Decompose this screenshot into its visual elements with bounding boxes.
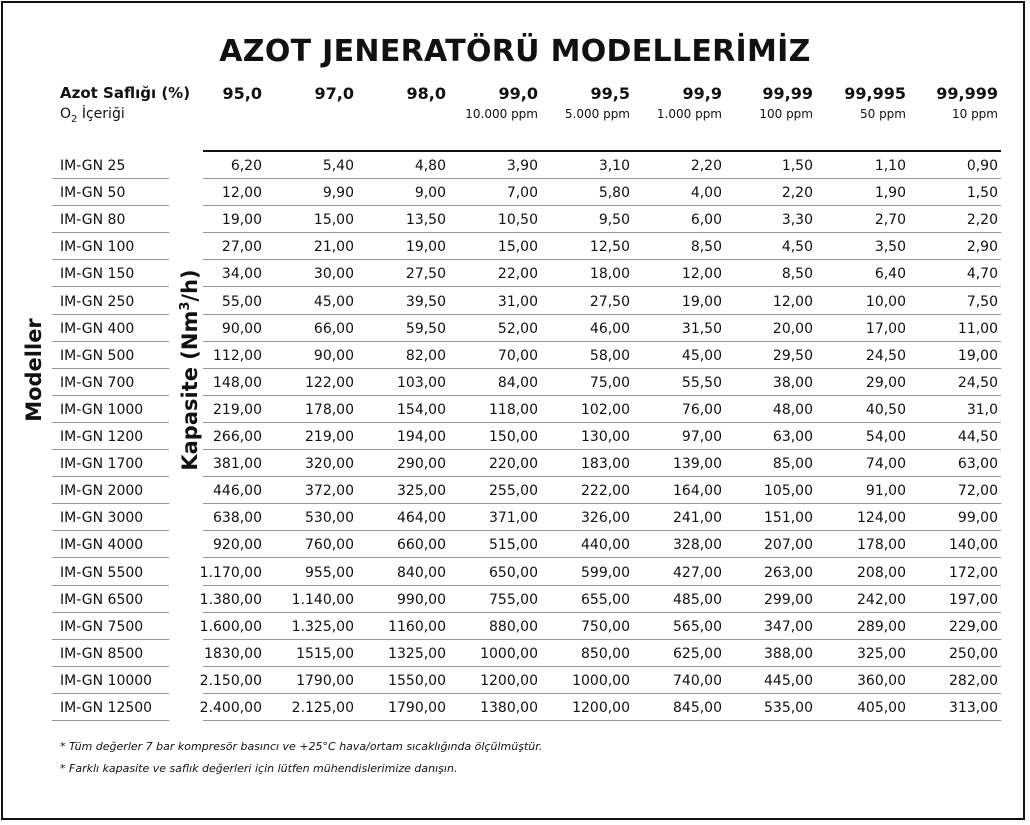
table-row <box>52 586 1001 613</box>
capacity-value: 154,00 <box>397 401 446 418</box>
capacity-value: 565,00 <box>673 618 722 635</box>
capacity-value: 11,00 <box>957 320 998 337</box>
ppm-header: 10.000 ppm <box>465 107 538 121</box>
capacity-value: 1790,00 <box>388 700 446 716</box>
capacity-value: 82,00 <box>405 347 446 364</box>
capacity-value: 45,00 <box>681 347 722 364</box>
capacity-value: 242,00 <box>857 591 906 608</box>
capacity-value: 183,00 <box>581 456 630 473</box>
capacity-value: 75,00 <box>589 374 630 391</box>
capacity-value: 1.380,00 <box>199 591 262 608</box>
capacity-value: 1790,00 <box>296 672 354 689</box>
table-row <box>52 152 1001 179</box>
table-row <box>52 315 1001 342</box>
capacity-value: 151,00 <box>764 510 813 527</box>
model-name: IM-GN 250 <box>60 293 135 310</box>
capacity-value: 52,00 <box>497 320 538 337</box>
capacity-value: 1.600,00 <box>199 618 262 635</box>
capacity-value: 220,00 <box>489 456 538 473</box>
model-name: IM-GN 4000 <box>60 537 144 554</box>
capacity-value: 299,00 <box>764 591 813 608</box>
capacity-value: 1,50 <box>781 158 813 174</box>
model-name: IM-GN 6500 <box>60 591 144 608</box>
capacity-value: 197,00 <box>949 591 998 608</box>
model-name: IM-GN 400 <box>60 320 135 337</box>
model-name: IM-GN 80 <box>60 212 126 229</box>
capacity-value: 9,50 <box>598 212 630 229</box>
capacity-value: 12,00 <box>221 185 262 202</box>
models-axis-label: Modeller <box>22 318 46 422</box>
table-row <box>52 477 1001 504</box>
model-name: IM-GN 10000 <box>60 672 153 689</box>
capacity-value: 3,90 <box>506 158 538 174</box>
capacity-value: 7,00 <box>506 185 538 202</box>
capacity-value: 6,40 <box>874 266 906 283</box>
capacity-value: 139,00 <box>673 456 722 473</box>
capacity-value: 112,00 <box>213 347 262 364</box>
capacity-value: 655,00 <box>581 591 630 608</box>
capacity-value: 150,00 <box>489 429 538 445</box>
capacity-value: 12,00 <box>681 266 722 283</box>
capacity-value: 1830,00 <box>204 645 262 662</box>
capacity-value: 21,00 <box>313 239 354 256</box>
model-name: IM-GN 1000 <box>60 401 144 418</box>
capacity-value: 54,00 <box>865 429 906 445</box>
capacity-value: 2.400,00 <box>199 700 262 716</box>
capacity-value: 750,00 <box>581 618 630 635</box>
capacity-value: 5,80 <box>598 185 630 202</box>
capacity-value: 405,00 <box>857 700 906 716</box>
capacity-value: 6,20 <box>230 158 262 174</box>
capacity-value: 72,00 <box>957 483 998 500</box>
capacity-value: 74,00 <box>865 456 906 473</box>
capacity-value: 255,00 <box>489 483 538 500</box>
capacity-value: 4,70 <box>966 266 998 283</box>
row-divider <box>203 720 1001 721</box>
capacity-value: 20,00 <box>772 320 813 337</box>
capacity-value: 97,00 <box>681 429 722 445</box>
capacity-value: 76,00 <box>681 401 722 418</box>
purity-header: 97,0 <box>314 84 354 103</box>
ppm-header: 50 ppm <box>859 107 906 121</box>
capacity-value: 530,00 <box>305 510 354 527</box>
capacity-value: 118,00 <box>489 401 538 418</box>
capacity-value: 347,00 <box>764 618 813 635</box>
capacity-value: 10,50 <box>497 212 538 229</box>
model-name: IM-GN 100 <box>60 239 135 256</box>
ppm-header: 10 ppm <box>951 107 998 121</box>
capacity-value: 34,00 <box>221 266 262 283</box>
capacity-value: 19,00 <box>405 239 446 256</box>
capacity-value: 12,50 <box>589 239 630 256</box>
capacity-value: 2.150,00 <box>199 672 262 689</box>
capacity-value: 172,00 <box>949 564 998 581</box>
capacity-value: 90,00 <box>313 347 354 364</box>
table-row <box>52 179 1001 206</box>
capacity-value: 22,00 <box>497 266 538 283</box>
capacity-value: 372,00 <box>305 483 354 500</box>
capacity-value: 320,00 <box>305 456 354 473</box>
capacity-value: 328,00 <box>673 537 722 554</box>
capacity-value: 122,00 <box>305 374 354 391</box>
capacity-value: 208,00 <box>857 564 906 581</box>
capacity-value: 7,50 <box>966 293 998 310</box>
capacity-value: 31,00 <box>497 293 538 310</box>
capacity-value: 325,00 <box>857 645 906 662</box>
capacity-value: 1.325,00 <box>291 618 354 635</box>
capacity-value: 990,00 <box>397 591 446 608</box>
capacity-value: 845,00 <box>673 700 722 716</box>
capacity-value: 464,00 <box>397 510 446 527</box>
model-name: IM-GN 12500 <box>60 700 153 716</box>
model-name: IM-GN 8500 <box>60 645 144 662</box>
capacity-value: 91,00 <box>865 483 906 500</box>
table-row <box>52 260 1001 287</box>
ppm-header: 5.000 ppm <box>564 107 630 121</box>
capacity-value: 59,50 <box>405 320 446 337</box>
capacity-value: 31,50 <box>681 320 722 337</box>
model-name: IM-GN 3000 <box>60 510 144 527</box>
capacity-value: 3,30 <box>781 212 813 229</box>
capacity-value: 46,00 <box>589 320 630 337</box>
capacity-value: 388,00 <box>764 645 813 662</box>
capacity-value: 30,00 <box>313 266 354 283</box>
capacity-value: 535,00 <box>764 700 813 716</box>
capacity-value: 660,00 <box>397 537 446 554</box>
capacity-value: 485,00 <box>673 591 722 608</box>
capacity-value: 1000,00 <box>480 645 538 662</box>
capacity-value: 241,00 <box>673 510 722 527</box>
table-row <box>52 342 1001 369</box>
capacity-value: 313,00 <box>949 700 998 716</box>
model-name: IM-GN 7500 <box>60 618 144 635</box>
capacity-value: 31,0 <box>966 401 998 418</box>
capacity-value: 638,00 <box>213 510 262 527</box>
capacity-value: 124,00 <box>857 510 906 527</box>
capacity-value: 326,00 <box>581 510 630 527</box>
model-name: IM-GN 2000 <box>60 483 144 500</box>
capacity-value: 381,00 <box>213 456 262 473</box>
capacity-value: 360,00 <box>857 672 906 689</box>
capacity-value: 371,00 <box>489 510 538 527</box>
table-row <box>52 531 1001 558</box>
model-name: IM-GN 700 <box>60 374 135 391</box>
capacity-value: 229,00 <box>949 618 998 635</box>
model-name: IM-GN 5500 <box>60 564 144 581</box>
capacity-value: 266,00 <box>213 429 262 445</box>
purity-header: 99,5 <box>590 84 630 103</box>
capacity-value: 9,00 <box>414 185 446 202</box>
purity-label: Azot Saflığı (%) <box>60 84 191 102</box>
capacity-value: 10,00 <box>865 293 906 310</box>
page-title: AZOT JENERATÖRÜ MODELLERİMİZ <box>219 34 811 69</box>
capacity-value: 24,50 <box>957 374 998 391</box>
capacity-value: 1325,00 <box>388 645 446 662</box>
capacity-value: 90,00 <box>221 320 262 337</box>
model-name: IM-GN 500 <box>60 347 135 364</box>
capacity-value: 29,00 <box>865 374 906 391</box>
capacity-value: 2,20 <box>781 185 813 202</box>
table-row <box>52 694 1001 721</box>
capacity-value: 840,00 <box>397 564 446 581</box>
capacity-value: 102,00 <box>581 401 630 418</box>
capacity-value: 599,00 <box>581 564 630 581</box>
capacity-value: 99,00 <box>957 510 998 527</box>
capacity-value: 1,90 <box>874 185 906 202</box>
row-divider <box>52 720 169 721</box>
capacity-value: 4,50 <box>781 239 813 256</box>
capacity-value: 19,00 <box>221 212 262 229</box>
model-name: IM-GN 1700 <box>60 456 144 473</box>
table-row <box>52 613 1001 640</box>
capacity-value: 24,50 <box>865 347 906 364</box>
model-name: IM-GN 150 <box>60 266 135 283</box>
capacity-value: 44,50 <box>957 429 998 445</box>
capacity-value: 194,00 <box>397 429 446 445</box>
capacity-value: 740,00 <box>673 672 722 689</box>
capacity-value: 515,00 <box>489 537 538 554</box>
capacity-value: 1200,00 <box>480 672 538 689</box>
capacity-value: 2,20 <box>690 158 722 174</box>
capacity-value: 920,00 <box>213 537 262 554</box>
capacity-value: 48,00 <box>772 401 813 418</box>
capacity-value: 282,00 <box>949 672 998 689</box>
purity-header: 99,99 <box>762 84 813 103</box>
ppm-header: 1.000 ppm <box>656 107 722 121</box>
footnote-1: * Tüm değerler 7 bar kompresör basıncı ve +25°C hava/ortam sıcaklığında ölçülmüştür. <box>60 740 543 753</box>
model-name: IM-GN 25 <box>60 158 126 174</box>
capacity-value: 1,50 <box>966 185 998 202</box>
table-row <box>52 559 1001 586</box>
table-row <box>52 206 1001 233</box>
table-row <box>52 396 1001 423</box>
capacity-value: 105,00 <box>764 483 813 500</box>
table-row <box>52 288 1001 315</box>
capacity-value: 219,00 <box>305 429 354 445</box>
capacity-value: 290,00 <box>397 456 446 473</box>
capacity-value: 27,00 <box>221 239 262 256</box>
capacity-value: 1.170,00 <box>199 564 262 581</box>
capacity-value: 63,00 <box>772 429 813 445</box>
capacity-value: 850,00 <box>581 645 630 662</box>
table-row <box>52 450 1001 477</box>
model-name: IM-GN 50 <box>60 185 126 202</box>
capacity-value: 1160,00 <box>388 618 446 635</box>
capacity-value: 29,50 <box>772 347 813 364</box>
capacity-value: 3,50 <box>874 239 906 256</box>
capacity-value: 17,00 <box>865 320 906 337</box>
capacity-value: 1.140,00 <box>291 591 354 608</box>
capacity-value: 84,00 <box>497 374 538 391</box>
capacity-value: 207,00 <box>764 537 813 554</box>
capacity-value: 13,50 <box>405 212 446 229</box>
capacity-value: 12,00 <box>772 293 813 310</box>
purity-header: 99,0 <box>498 84 538 103</box>
capacity-value: 103,00 <box>397 374 446 391</box>
purity-header: 99,9 <box>682 84 722 103</box>
capacity-value: 130,00 <box>581 429 630 445</box>
capacity-value: 325,00 <box>397 483 446 500</box>
capacity-value: 8,50 <box>781 266 813 283</box>
capacity-value: 178,00 <box>857 537 906 554</box>
capacity-value: 250,00 <box>949 645 998 662</box>
capacity-value: 55,00 <box>221 293 262 310</box>
table-row <box>52 233 1001 260</box>
capacity-value: 445,00 <box>764 672 813 689</box>
table-row <box>52 640 1001 667</box>
capacity-value: 650,00 <box>489 564 538 581</box>
capacity-value: 1515,00 <box>296 645 354 662</box>
capacity-value: 148,00 <box>213 374 262 391</box>
capacity-value: 164,00 <box>673 483 722 500</box>
capacity-value: 440,00 <box>581 537 630 554</box>
capacity-value: 45,00 <box>313 293 354 310</box>
capacity-axis-label: Kapasite (Nm$^3$/h) <box>178 269 202 471</box>
purity-header: 99,999 <box>936 84 998 103</box>
capacity-value: 427,00 <box>673 564 722 581</box>
capacity-value: 222,00 <box>581 483 630 500</box>
table-row <box>52 369 1001 396</box>
capacity-value: 2.125,00 <box>291 700 354 716</box>
capacity-value: 18,00 <box>589 266 630 283</box>
capacity-value: 1000,00 <box>572 672 630 689</box>
capacity-value: 760,00 <box>305 537 354 554</box>
model-name: IM-GN 1200 <box>60 429 144 445</box>
capacity-value: 15,00 <box>313 212 354 229</box>
capacity-value: 85,00 <box>772 456 813 473</box>
capacity-value: 6,00 <box>690 212 722 229</box>
capacity-value: 55,50 <box>681 374 722 391</box>
o2-content-label: $O_2$ İçeriği <box>60 106 125 125</box>
table-row <box>52 423 1001 450</box>
capacity-value: 2,70 <box>874 212 906 229</box>
footnote-2: * Farklı kapasite ve saflık değerleri için lütfen mühendislerimize danışın. <box>60 762 458 775</box>
capacity-value: 2,20 <box>966 212 998 229</box>
capacity-value: 27,50 <box>589 293 630 310</box>
capacity-value: 4,00 <box>690 185 722 202</box>
capacity-value: 19,00 <box>957 347 998 364</box>
capacity-value: 755,00 <box>489 591 538 608</box>
capacity-value: 39,50 <box>405 293 446 310</box>
capacity-value: 63,00 <box>957 456 998 473</box>
capacity-value: 1380,00 <box>480 700 538 716</box>
purity-header: 99,995 <box>844 84 906 103</box>
table-row <box>52 667 1001 694</box>
capacity-value: 27,50 <box>405 266 446 283</box>
capacity-value: 4,80 <box>414 158 446 174</box>
capacity-value: 38,00 <box>772 374 813 391</box>
capacity-value: 178,00 <box>305 401 354 418</box>
capacity-value: 70,00 <box>497 347 538 364</box>
capacity-value: 219,00 <box>213 401 262 418</box>
capacity-value: 8,50 <box>690 239 722 256</box>
capacity-value: 289,00 <box>857 618 906 635</box>
table-row <box>52 504 1001 531</box>
capacity-value: 19,00 <box>681 293 722 310</box>
capacity-value: 446,00 <box>213 483 262 500</box>
capacity-value: 15,00 <box>497 239 538 256</box>
capacity-value: 1,10 <box>874 158 906 174</box>
ppm-header: 100 ppm <box>759 107 813 121</box>
capacity-value: 140,00 <box>949 537 998 554</box>
capacity-value: 0,90 <box>966 158 998 174</box>
capacity-value: 58,00 <box>589 347 630 364</box>
capacity-value: 40,50 <box>865 401 906 418</box>
capacity-value: 1550,00 <box>388 672 446 689</box>
capacity-value: 263,00 <box>764 564 813 581</box>
capacity-value: 1200,00 <box>572 700 630 716</box>
purity-header: 98,0 <box>406 84 446 103</box>
capacity-value: 955,00 <box>305 564 354 581</box>
capacity-value: 5,40 <box>322 158 354 174</box>
capacity-value: 9,90 <box>322 185 354 202</box>
capacity-value: 880,00 <box>489 618 538 635</box>
capacity-value: 3,10 <box>598 158 630 174</box>
capacity-value: 66,00 <box>313 320 354 337</box>
capacity-value: 625,00 <box>673 645 722 662</box>
capacity-value: 2,90 <box>966 239 998 256</box>
purity-header: 95,0 <box>222 84 262 103</box>
